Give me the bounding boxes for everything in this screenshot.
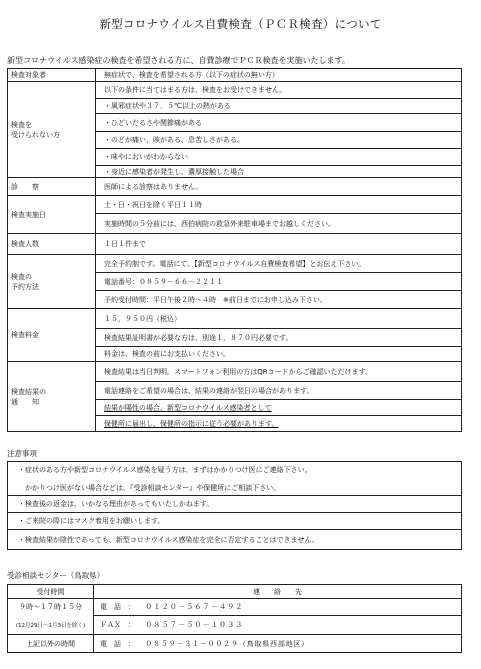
date-label: 検査実施日 <box>8 196 96 234</box>
note-line: ・症状のある方や新型コロナウイルス感染を疑う方は、まずはかかりつけ医にご連絡下さい。 <box>18 465 312 474</box>
fax-line <box>94 616 462 635</box>
page-title: 新型コロナウイルス自費検査（ＰＣＲ検査）について <box>99 17 382 31</box>
fax-label: ＦＡＸ ： <box>100 621 135 629</box>
result-label <box>8 362 96 432</box>
table-row <box>8 82 462 99</box>
fee-value: １５，９５０円（税込） <box>96 309 462 329</box>
contact-heading: 受診相談センター（鳥取県） <box>7 571 105 580</box>
tel-line <box>94 599 462 616</box>
result-phone: 電話連絡をご希望の場合は、結果の連絡が翌日の場合があります。 <box>96 382 462 400</box>
notes-heading: 注意事項 <box>7 449 37 458</box>
table-row <box>8 69 462 82</box>
time-slot-1-note: (12月29日～1月3日を除く) <box>8 616 94 635</box>
method-label-line1: 検査の <box>11 272 32 281</box>
notes-table <box>7 461 462 550</box>
result-value: 検査結果は当日判明。スマートフォン利用の方はQRコードからご確認いただけます。 <box>96 362 462 382</box>
col-contact-header: 連 絡 先 <box>94 585 462 599</box>
result-label-line2: 通 知 <box>11 397 39 406</box>
result-health-center: 保健所に届出し、保健所の指示に従う必要があります。 <box>96 416 462 432</box>
cannot-item: ・風邪症状や３７．５℃以上の熱がある <box>96 99 462 114</box>
note-item <box>8 462 462 496</box>
method-hours: 予約受付時間：平日午後２時～４時 ※前日までにお申し込み下さい。 <box>96 291 462 309</box>
cannot-intro: 以下の条件に当てはまる方は、検査をお受けできません。 <box>96 82 462 99</box>
col-time-header: 受付時間 <box>8 585 94 599</box>
cannot-item: ・のどが痛い、咳がある、息苦しさがある。 <box>96 132 462 149</box>
method-label-line2: 予約方法 <box>11 282 39 291</box>
time-slot-2: 上記以外の時間 <box>8 635 94 653</box>
fax-number: ０８５７－５０－１０３３ <box>145 621 244 629</box>
people-value: １日１件まで <box>96 234 462 255</box>
people-label: 検査人数 <box>8 234 96 255</box>
tel-label: 電 話 ： <box>100 603 135 611</box>
intro-text: 新型コロナウイルス感染症の検査を希望される方に、自費診療でＰＣＲ検査を実施いたします。 <box>7 56 350 65</box>
target-label: 検査対象者 <box>8 69 96 82</box>
tel2-number: ０８５９－３１－００２９（鳥取県西部地区） <box>145 639 310 648</box>
info-table <box>7 68 462 432</box>
note-line: かかりつけ医がない場合などは、『受診相談センター』や保健所にご相談下さい。 <box>18 483 281 492</box>
cannot-item: ・味やにおいがわからない <box>96 149 462 166</box>
contact-table <box>7 584 462 653</box>
tel-number: ０１２０－５６７－４９２ <box>145 603 244 611</box>
date-value: 土・日・祝日を除く平日１１時 <box>96 196 462 214</box>
cannot-label-line2: 受けられない方 <box>11 130 60 139</box>
note-item: ・ご来院の際にはマスク着用をお願いします。 <box>8 513 462 530</box>
note-item: ・検査結果が陰性であっても、新型コロナウイルス感染症を完全に否定することはできません。 <box>8 530 462 550</box>
result-label-line1: 検査結果の <box>11 387 46 396</box>
method-value: 完全予約制です。電話にて、【新型コロナウイルス自費検査希望】とお伝え下さい。 <box>96 255 462 273</box>
result-positive: 結果が陽性の場合、新型コロナウイルス感染者として <box>96 400 462 416</box>
cannot-label <box>8 82 96 178</box>
method-label <box>8 255 96 309</box>
tel2-label: 電 話 ： <box>100 639 135 648</box>
cannot-item: ・ひどいだるさや関節痛がある <box>96 114 462 132</box>
fee-label: 検査料金 <box>8 309 96 362</box>
exam-label: 診 察 <box>8 178 96 196</box>
method-phone: 電話番号：０８５９－６６－２２１１ <box>96 273 462 291</box>
cannot-label-line1: 検査を <box>11 120 32 129</box>
tel2-line <box>94 635 462 653</box>
cannot-item: ・身近に感染者が発生し、濃厚接触した場合 <box>96 166 462 178</box>
target-value: 無症状で、検査を希望される方（以下の症状の無い方） <box>96 69 462 82</box>
note-item: ・検査後の返金は、いかなる理由があってもいたしかねます。 <box>8 496 462 513</box>
exam-value: 医師による診察はありません。 <box>96 178 462 196</box>
time-slot-1: ９時～１７時１５分 <box>8 599 94 616</box>
date-note: 実施時間の５分前には、西伯病院の救急外来駐車場までお越しください。 <box>96 214 462 234</box>
fee-payment: 料金は、検査の前にお支払いください。 <box>96 347 462 362</box>
fee-certificate: 検査結果証明書が必要な方は、別途１，８７０円必要です。 <box>96 329 462 347</box>
